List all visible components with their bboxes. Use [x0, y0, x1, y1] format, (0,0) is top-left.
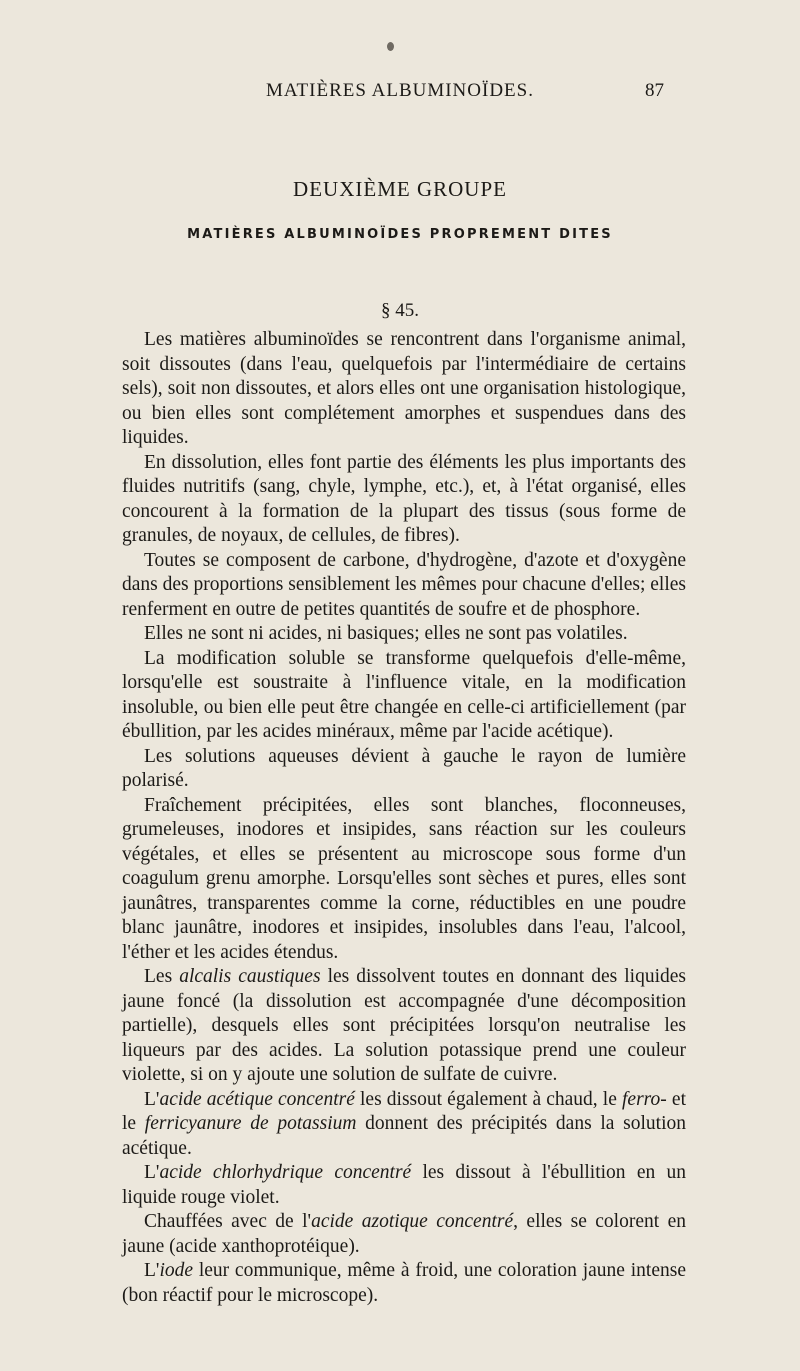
text-run: Chauffées avec de l': [144, 1211, 312, 1232]
group-title: DEUXIÈME GROUPE: [293, 177, 507, 201]
paragraph-10: [122, 1161, 686, 1210]
text-run: L': [144, 1088, 160, 1110]
paragraph-12: [122, 1259, 686, 1308]
paragraph-3: Toutes se composent de carbone, d'hydrogène, d'azote et d'oxygène dans des proportions sensiblement les mêmes pour chacune d'elles; elles renferment en outre de petites quantités de soufre et de phosphore.: [122, 549, 686, 620]
italic-term: acide azotique concentré: [311, 1211, 514, 1232]
italic-term: acide chlorhydrique concentré: [159, 1162, 412, 1183]
ink-speck: [387, 42, 394, 51]
italic-term: acide acétique concentré: [159, 1088, 355, 1110]
italic-term: iode: [159, 1260, 194, 1281]
text-run: les dissout également à chaud, le: [354, 1088, 622, 1110]
italic-term: ferricyanure de potassium: [144, 1113, 357, 1134]
paragraph-9: [122, 1088, 686, 1162]
paragraph-6: Les solutions aqueuses dévient à gauche le rayon de lumière polarisé.: [122, 745, 686, 791]
running-head: [0, 76, 800, 106]
page-number: 87: [645, 80, 664, 101]
text-run: Les: [144, 966, 180, 987]
text-run: leur communique, même à froid, une coloration jaune intense (bon réactif pour le microscope).: [122, 1260, 686, 1306]
paragraph-1: Les matières albuminoïdes se rencontrent dans l'organisme animal, soit dissoutes (dans l'eau, quelquefois par l'intermédiaire de certains sels), soit non dissoutes, et alors elles ont une organisation histologique, ou bien elles sont complétement amorphes et suspendues dans des liquides.: [122, 329, 686, 448]
text-run: L': [144, 1260, 160, 1281]
section-number: § 45.: [381, 300, 419, 321]
running-title: MATIÈRES ALBUMINOÏDES.: [266, 80, 534, 101]
text-run: donnent des précipités dans la solution acétique.: [122, 1113, 687, 1159]
text-run: L': [144, 1162, 160, 1183]
paragraph-11: [122, 1210, 686, 1259]
group-subtitle: MATIÈRES ALBUMINOÏDES PROPREMENT DITES: [187, 227, 613, 242]
paragraph-2: En dissolution, elles font partie des éléments les plus importants des fluides nutritifs (sang, chyle, lymphe, etc.), et, à l'état organisé, elles concourent à la formation de la plupart des tissus (sous forme de granules, de noyaux, de cellules, de fibres).: [122, 451, 686, 546]
paragraph-8: [122, 965, 686, 1088]
text-run: les dissolvent toutes en donnant des liquides jaune foncé (la dissolution est accompagnée d'une décomposition partielle), desquels elles sont précipitées lorsqu'on neutralise les liqueurs par des acides. La solution potassique prend une couleur violette, si on y ajoute une solution de sulfate de cuivre.: [122, 966, 687, 1085]
paragraph-4: Elles ne sont ni acides, ni basiques; elles ne sont pas volatiles.: [144, 623, 628, 644]
italic-term: alcalis caustiques: [179, 966, 321, 987]
paragraph-5: La modification soluble se transforme quelquefois d'elle-même, lorsqu'elle est soustraite à l'influence vitale, en la modification insoluble, ou bien elle peut être changée en celle-ci artificiellement (par ébullition, par les acides minéraux, même par l'acide acétique).: [122, 647, 686, 742]
text-run: et le: [122, 1088, 686, 1134]
italic-term: ferro-: [622, 1088, 667, 1110]
text-run: les dissout à l'ébullition en un liquide rouge violet.: [122, 1162, 686, 1208]
text-run: , elles se colorent en jaune (acide xanthoprotéique).: [122, 1211, 687, 1257]
paragraph-7: Fraîchement précipitées, elles sont blanches, floconneuses, grumeleuses, inodores et insipides, sans réaction sur les couleurs végétales, et elles se présentent au microscope sous forme d'un coagulum grenu amorphe. Lorsqu'elles sont sèches et pures, elles sont jaunâtres, transparentes comme la corne, réductibles en une poudre blanc jaunâtre, inodores et insipides, insolubles dans l'eau, l'alcool, l'éther et les acides étendus.: [122, 794, 686, 963]
body-text: [122, 328, 686, 1308]
